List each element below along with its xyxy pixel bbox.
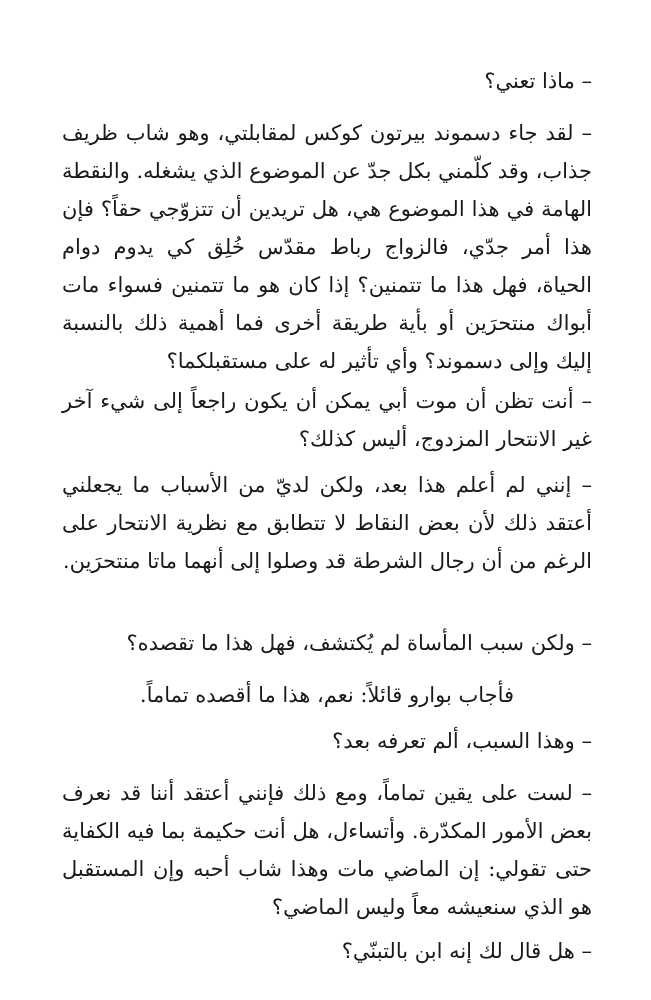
paragraph-suicide-theory: – إنني لم أعلم هذا بعد، ولكن لديّ من الأسباب ما يجعلني أعتقد ذلك لأن بعض النقاط لا تتطابق مع نظرية الانتحار على الرغم من أن رجال الشرطة قد وصلوا إلى أنهما ماتا منتحرَين. xyxy=(62,473,592,573)
dialogue-line-1: – ماذا تعني؟ xyxy=(484,69,592,93)
dialogue-line-5: – ولكن سبب المأساة لم يُكتشف، فهل هذا ما تقصده؟ xyxy=(126,631,592,655)
dialogue-line-3: – أنت تظن أن موت أبي يمكن أن يكون راجعاً إلى شيء آخر غير الانتحار المزدوج، أليس كذلك؟ xyxy=(62,389,592,451)
dialogue-line-9: – هل قال لك إنه ابن بالتبنّي؟ xyxy=(341,939,592,963)
narration-line: فأجاب بوارو قائلاً: نعم، هذا ما أقصده تماماً. xyxy=(139,683,515,707)
paragraph-past-future: – لست على يقين تماماً، ومع ذلك فإنني أعتقد أننا قد نعرف بعض الأمور المكدّرة. وأتساءل، هل أنت حكيمة بما فيه الكفاية حتى تقولي: إن الماضي مات وهذا شاب أحبه وإن المستقبل هو الذي سنعيشه معاً وليس الماضي؟ xyxy=(62,781,592,919)
dialogue-line-7: – وهذا السبب، ألم تعرفه بعد؟ xyxy=(332,729,592,753)
paragraph-desmond-visit: – لقد جاء دسموند بيرتون كوكس لمقابلتي، وهو شاب ظريف جذاب، وقد كلّمني بكل جدّ عن الموضوع الذي يشغله. والنقطة الهامة في هذا الموضوع هي، هل تريدين أن تتزوّجي حقاً؟ فإن هذا أمر جدّي، فالزواج رباط مقدّس خُلِق كي يدوم دوام الحياة، فهل هذا ما تتمنين؟ إذا كان هو ما تتمنين فسواء مات أبواك منتحرَين أو بأية طريقة أخرى فما أهمية ذلك بالنسبة إليك وإلى دسموند؟ وأي تأثير له على مستقبلكما؟ xyxy=(61,121,593,373)
